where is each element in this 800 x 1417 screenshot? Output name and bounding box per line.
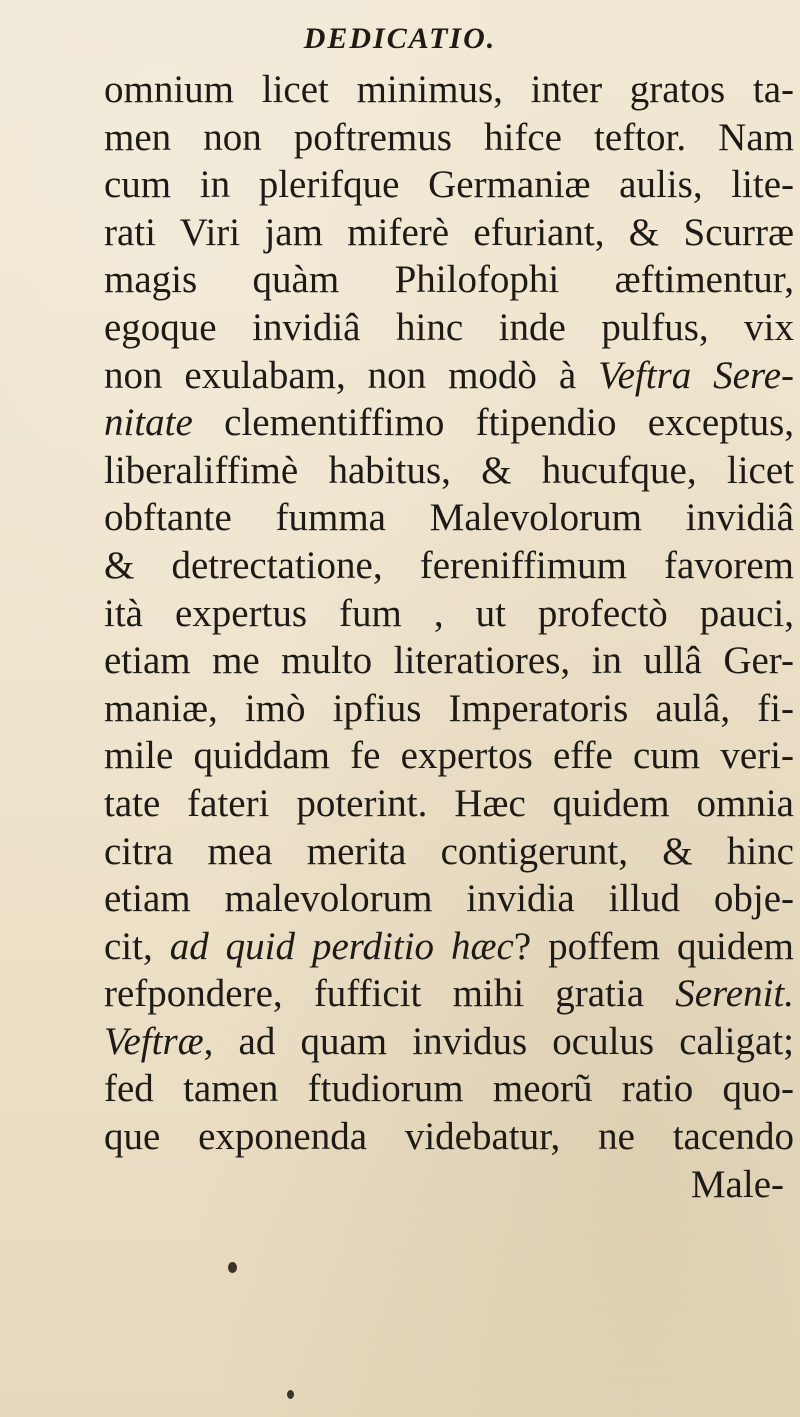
ink-spot [228, 1262, 237, 1273]
text-line [104, 494, 794, 542]
text-run: etiam me multo literatiores, in ullâ Ger- [104, 639, 794, 683]
text-run: rati Viri jam miferè efuriant, & Scurræ [104, 210, 794, 254]
text-line [104, 970, 794, 1018]
text-line [104, 1113, 794, 1161]
text-run: magis quàm Philofophi æftimentur, [104, 258, 794, 302]
text-line [104, 209, 794, 257]
text-run: Veftræ [104, 1019, 204, 1063]
text-run: clementiffimo ftipendio exceptus, [192, 401, 794, 445]
ink-spot [287, 1390, 294, 1399]
text-run: egoque invidiâ hinc inde pulfus, vix [104, 305, 794, 349]
text-line [104, 923, 794, 971]
text-run: ità expertus fum , ut profectò pauci, [104, 591, 794, 635]
text-line [104, 637, 794, 685]
text-line [104, 447, 794, 495]
catchword-text: Male- [690, 1162, 784, 1206]
text-run: Serenit. [675, 972, 794, 1016]
text-line [104, 256, 794, 304]
text-line [104, 590, 794, 638]
text-run: cum in plerifque Germaniæ aulis, lite- [104, 163, 794, 207]
text-block [104, 66, 794, 1208]
text-line [104, 732, 794, 780]
text-line [104, 875, 794, 923]
text-run: ad quid perditio hæc [169, 924, 514, 968]
text-run: & detrectatione, fereniffimum favorem [104, 543, 794, 587]
running-head: DEDICATIO. [303, 22, 497, 55]
text-line [104, 685, 794, 733]
text-line [104, 161, 794, 209]
text-run: nitate [104, 401, 193, 445]
text-run: cit, [104, 924, 170, 968]
text-run: tate fateri poterint. Hæc quidem omnia [104, 781, 794, 825]
text-run: omnium licet minimus, inter gratos ta- [104, 68, 794, 111]
text-run: obftante fumma Malevolorum invidiâ [104, 496, 794, 540]
text-run: liberaliffimè habitus, & hucufque, licet [104, 448, 794, 492]
text-line [104, 66, 794, 114]
text-run: refpondere, fufficit mihi gratia [104, 972, 676, 1016]
text-line [104, 399, 794, 447]
text-run: maniæ, imò ipfius Imperatoris aulâ, fi- [104, 686, 794, 730]
text-line [104, 1065, 794, 1113]
text-run: , ad quam invidus oculus caligat; [203, 1019, 794, 1063]
catchword [104, 1161, 794, 1209]
text-run: non exulabam, non modò à [104, 353, 599, 397]
text-line [104, 542, 794, 590]
text-run: mile quiddam fe expertos effe cum veri- [104, 734, 794, 778]
text-line [104, 114, 794, 162]
text-line [104, 304, 794, 352]
text-run: citra mea merita contigerunt, & hinc [104, 829, 794, 873]
text-run: Veftra Sere- [598, 353, 795, 397]
text-line [104, 828, 794, 876]
text-line [104, 1018, 794, 1066]
text-run: fed tamen ftudiorum meorũ ratio quo- [104, 1067, 794, 1111]
text-run: que exponenda videbatur, ne tacendo [104, 1115, 794, 1159]
text-run: men non poftremus hifce teftor. Nam [104, 115, 794, 159]
text-line [104, 780, 794, 828]
text-run: etiam malevolorum invidia illud obje- [104, 877, 794, 921]
text-line [104, 352, 794, 400]
text-run: ? poffem quidem [513, 924, 794, 968]
